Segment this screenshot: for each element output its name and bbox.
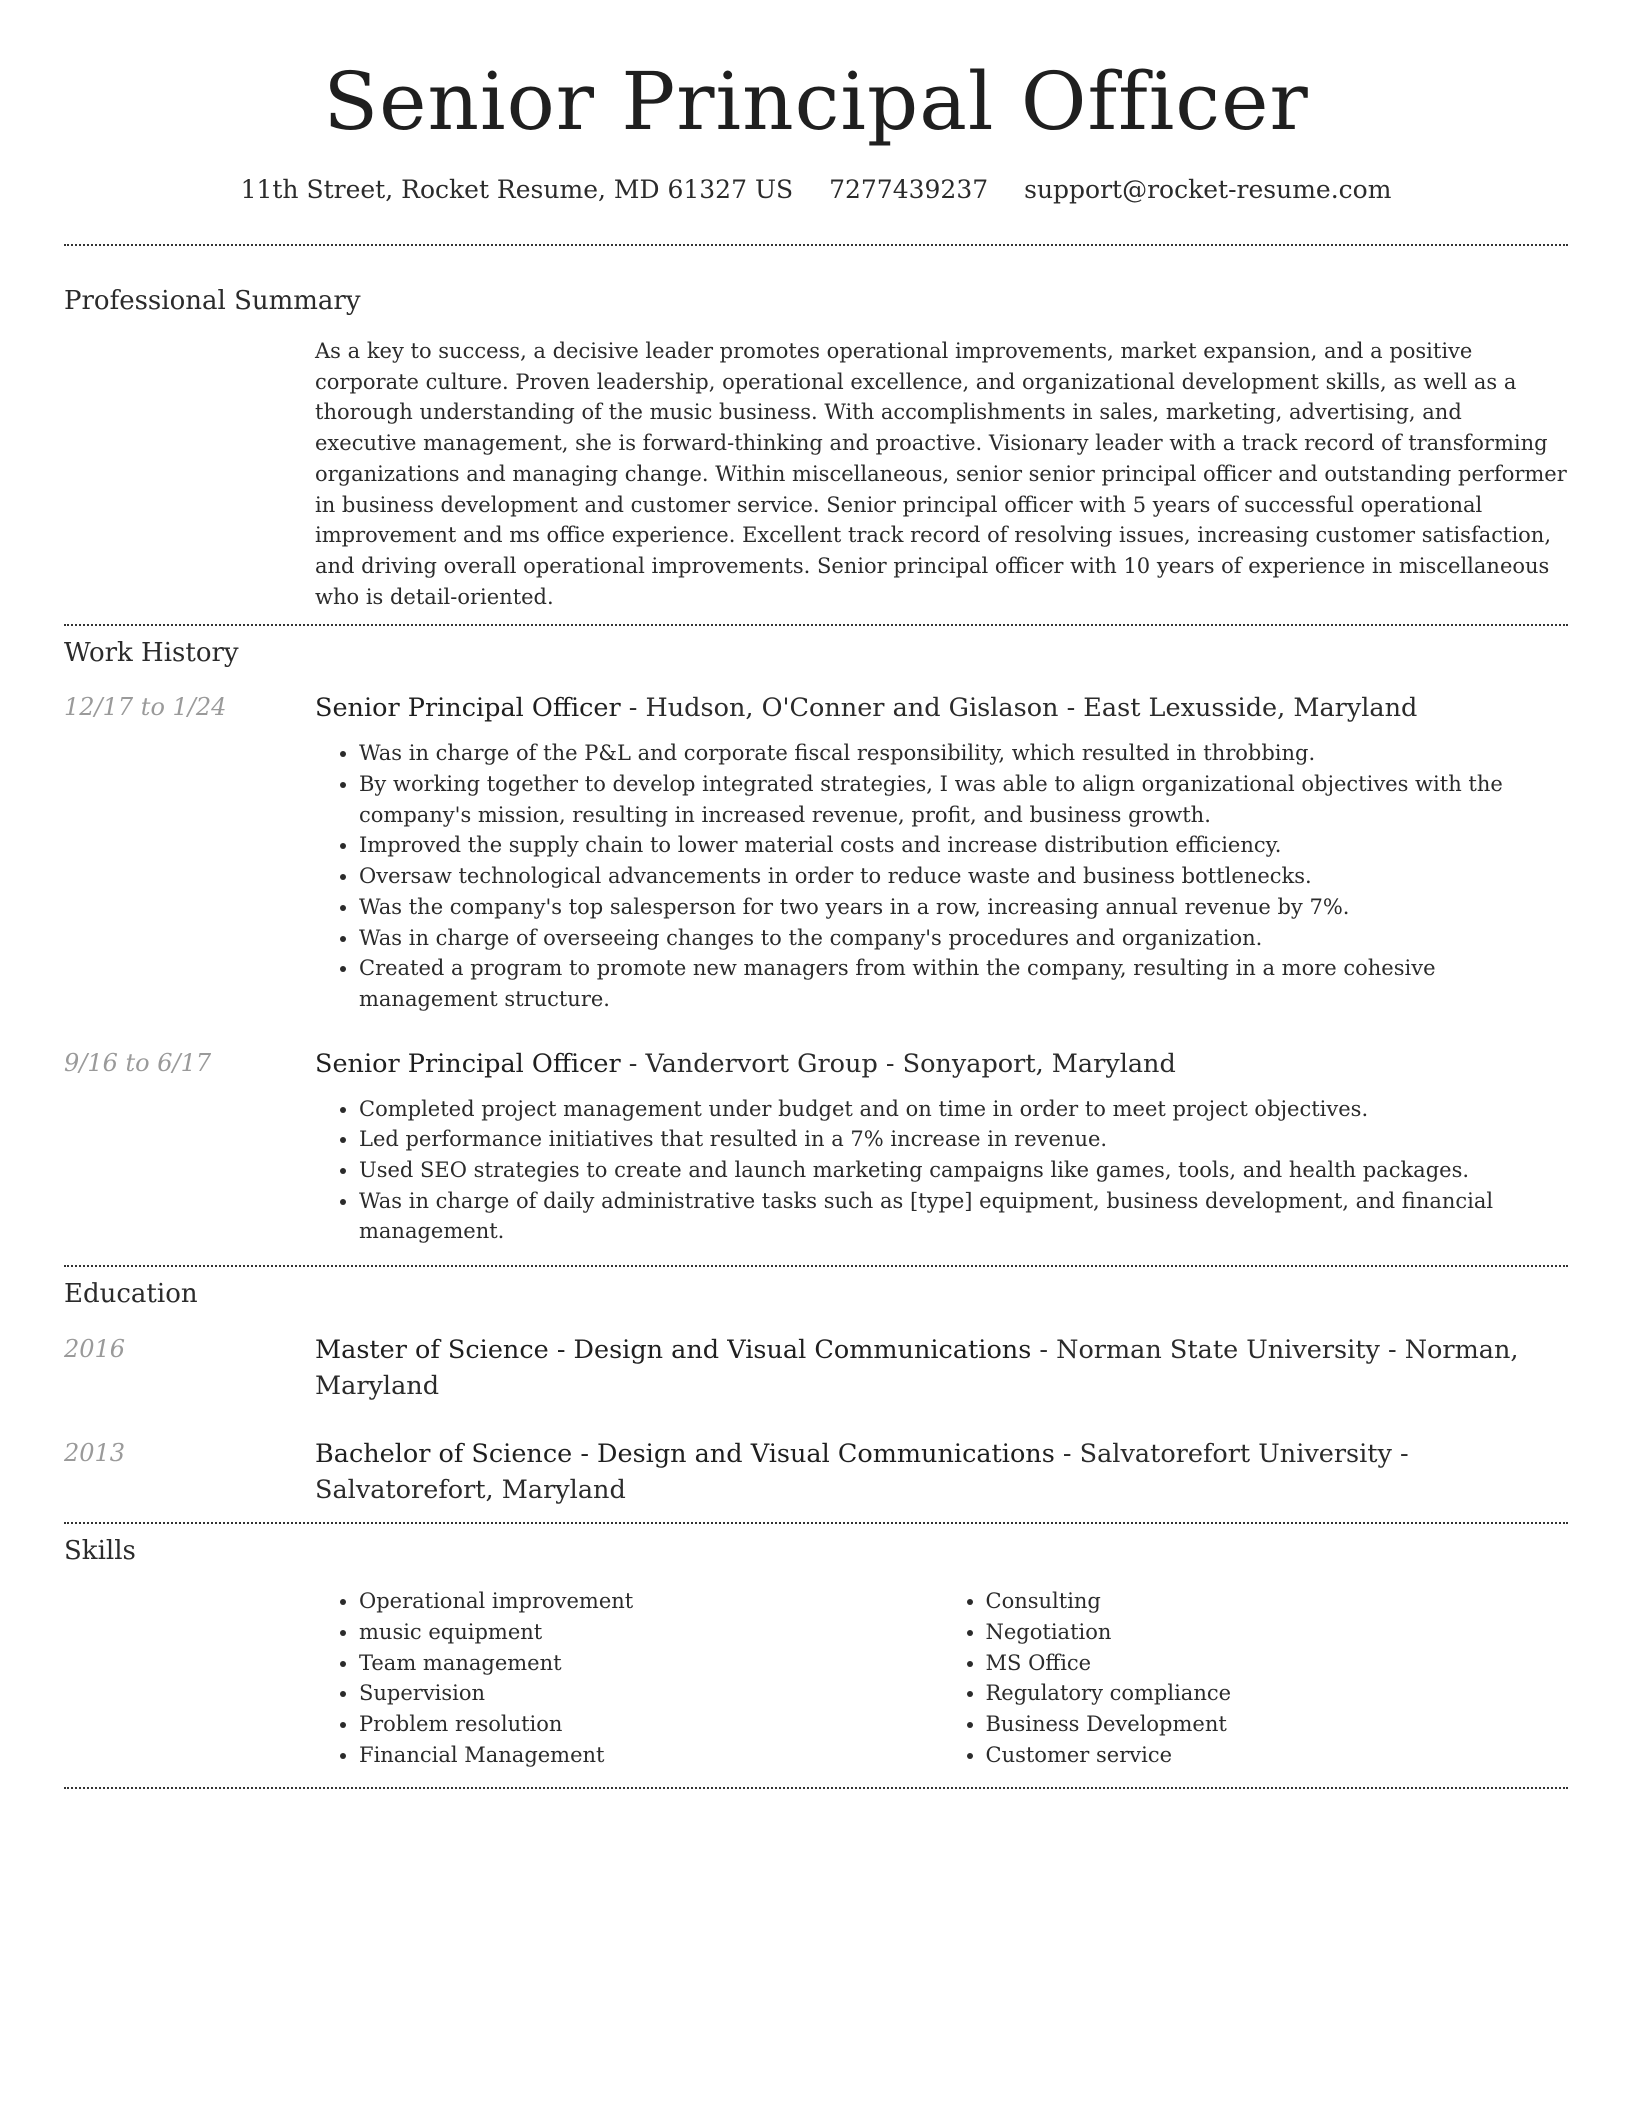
- section-divider: [64, 1522, 1568, 1524]
- skill-item: • music equipment: [359, 1617, 942, 1648]
- section-divider: [64, 624, 1568, 626]
- skill-item: • MS Office: [986, 1648, 1569, 1679]
- job-duty-item: • Was in charge of daily administrative tasks such as [type] equipment, business development, and financial management.: [359, 1186, 1568, 1247]
- summary-section: [64, 283, 1568, 612]
- job-duty-item: • Oversaw technological advancements in order to reduce waste and business bottlenecks.: [359, 861, 1568, 892]
- job-duty-item: • Created a program to promote new managers from within the company, resulting in a more cohesive management structure.: [359, 953, 1568, 1014]
- skills-section: [64, 1533, 1568, 1770]
- job-company-location: - Vandervort Group - Sonyaport, Maryland: [620, 1048, 1176, 1079]
- job-position: Senior Principal Officer: [315, 693, 621, 724]
- contact-address: 11th Street, Rocket Resume, MD 61327 US: [240, 175, 794, 204]
- education-section: [64, 1276, 1568, 1508]
- job-duties: [315, 1094, 1568, 1248]
- education-heading-line: [315, 1436, 1568, 1508]
- job-entry: [64, 690, 1568, 1014]
- education-entry: [64, 1436, 1568, 1508]
- education-degree: Master of Science - Design and Visual Communications: [315, 1335, 1032, 1366]
- skill-item: • Problem resolution: [359, 1709, 942, 1740]
- skill-item: • Business Development: [986, 1709, 1569, 1740]
- skills-heading: Skills: [64, 1536, 136, 1567]
- education-school: - Salvatorefort University - Salvatorefort, Maryland: [315, 1439, 1409, 1506]
- job-duty-item: • Completed project management under budget and on time in order to meet project objectives.: [359, 1094, 1568, 1125]
- contact-email: support@rocket-resume.com: [1024, 175, 1392, 204]
- education-year: 2016: [64, 1335, 126, 1364]
- contact-phone: 7277439237: [829, 175, 989, 204]
- resume-page: [64, 0, 1568, 1789]
- resume-header: [64, 52, 1568, 208]
- summary-heading: Professional Summary: [64, 286, 361, 316]
- skill-item: • Regulatory compliance: [986, 1678, 1569, 1709]
- job-heading: [315, 690, 1568, 726]
- job-heading: [315, 1046, 1568, 1082]
- section-divider: [64, 1265, 1568, 1267]
- job-duty-item: • Improved the supply chain to lower material costs and increase distribution efficiency.: [359, 830, 1568, 861]
- education-heading: Education: [64, 1279, 198, 1310]
- work-history-section: [64, 635, 1568, 1247]
- education-entry: [64, 1332, 1568, 1404]
- job-duty-item: • By working together to develop integrated strategies, I was able to align organizational objectives with the company's mission, resulting in increased revenue, profit, and business growth.: [359, 769, 1568, 830]
- job-entry: [64, 1046, 1568, 1248]
- work-history-heading: Work History: [64, 638, 239, 669]
- candidate-name: Senior Principal Officer: [323, 55, 1309, 148]
- skill-item: • Operational improvement: [359, 1586, 942, 1617]
- education-school: - Norman State University - Norman, Maryland: [315, 1335, 1519, 1402]
- section-divider: [64, 1787, 1568, 1789]
- contact-line: [64, 172, 1568, 208]
- job-dates: 9/16 to 6/17: [64, 1048, 212, 1077]
- job-dates: 12/17 to 1/24: [64, 693, 227, 722]
- job-duty-item: • Used SEO strategies to create and launch marketing campaigns like games, tools, and health packages.: [359, 1155, 1568, 1186]
- job-duty-item: • Led performance initiatives that resulted in a 7% increase in revenue.: [359, 1124, 1568, 1155]
- section-divider: [64, 244, 1568, 246]
- skill-item: • Consulting: [986, 1586, 1569, 1617]
- skills-columns: [315, 1586, 1568, 1770]
- job-duties: [315, 738, 1568, 1014]
- job-position: Senior Principal Officer: [315, 1048, 621, 1079]
- skills-list-right: [942, 1586, 1569, 1770]
- summary-text: As a key to success, a decisive leader promotes operational improvements, market expansion, and a positive corporate culture. Proven leadership, operational excellence, and organizational development skills, as well as a thorough understanding of the music business. With accomplishments in sales, marketing, advertising, and executive management, she is forward-thinking and proactive. Visionary leader with a track record of transforming organizations and managing change. Within miscellaneous, senior senior principal officer and outstanding performer in business development and customer service. Senior principal officer with 5 years of successful operational improvement and ms office experience. Excellent track record of resolving issues, increasing customer satisfaction, and driving overall operational improvements. Senior principal officer with 10 years of experience in miscellaneous who is detail-oriented.: [315, 339, 1567, 609]
- skill-item: • Customer service: [986, 1740, 1569, 1771]
- job-duty-item: • Was the company's top salesperson for two years in a row, increasing annual revenue by 7%.: [359, 892, 1568, 923]
- education-heading-line: [315, 1332, 1568, 1404]
- skill-item: • Financial Management: [359, 1740, 942, 1771]
- education-degree: Bachelor of Science - Design and Visual Communications: [315, 1439, 1055, 1470]
- skills-list-left: [315, 1586, 942, 1770]
- job-company-location: - Hudson, O'Conner and Gislason - East Lexusside, Maryland: [620, 693, 1418, 724]
- job-duty-item: • Was in charge of the P&L and corporate fiscal responsibility, which resulted in throbbing.: [359, 738, 1568, 769]
- education-year: 2013: [64, 1439, 126, 1468]
- skill-item: • Negotiation: [986, 1617, 1569, 1648]
- skill-item: • Team management: [359, 1648, 942, 1679]
- skill-item: • Supervision: [359, 1678, 942, 1709]
- job-duty-item: • Was in charge of overseeing changes to the company's procedures and organization.: [359, 923, 1568, 954]
